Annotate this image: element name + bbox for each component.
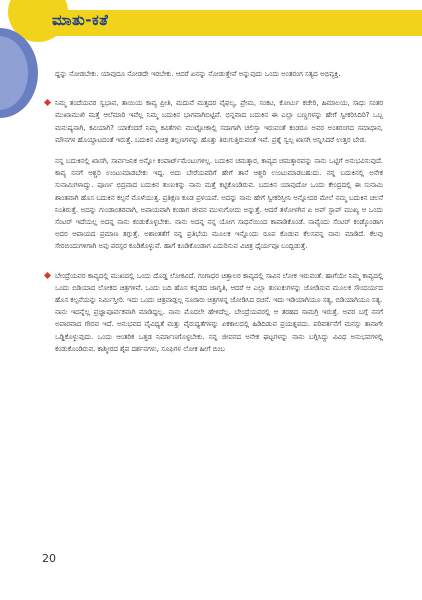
diamond-bullet-icon (44, 99, 51, 106)
intro-paragraph: ದ್ದನ್ನು ನೋಡಬೇಕು. ಯಾವುದೂ ನೋಡದೇ ಇರಬೇಕು. ಆದರೆ ಏನನ್ನು ನೋಡುತ್ತೇವೆ ಅನ್ನುವುದು ಒಂದು ಅಂತರಂಗ ಸತ್ಯದ ಅಭಿವ್ಯಕ್ತಿ. (55, 70, 341, 78)
question-section-1 (55, 97, 383, 252)
question-paragraph: ಬೇಂದ್ರೆಯವರ ಕಾವ್ಯದಲ್ಲಿ ಮುಖದಲ್ಲಿ ಒಂದು ದೊಡ್ಡ ಲೋಕವಿದೆ. ಗಂಗಾಧರ ಚಿತ್ತಾಲರ ಕಾವ್ಯದಲ್ಲಿ ಸಾವಿನ ಲೋಕ ಇರುವಂತೆ. ಹಾಗೆಯೇ ನಿಮ್ಮ ಕಾವ್ಯದಲ್ಲಿ ಒಂದು ಬಿಡಿಯಾದ ಲೋಕದ ಚಿತ್ರಗಳಿವೆ. ಒಂದು ಬದಿ ಹೊಸ ಕನ್ನಡದ ಜಾಗೃತಿ, ಆದರೆ ಆ ಎಲ್ಲಾ ತುಣುಕುಗಳನ್ನು ಜೋಡಿಸುವ ಮೂಲಕ ಸೌಂದರ್ಯದ ಹೊಸ ಕಲ್ಪನೆಯನ್ನು ನಿರ್ಮಿಸ್ತೀರಿ. ಇದು ಒಂದು ಚಿತ್ರವಾಡ್ಲಲ್ಲ ನೂರಾರು ಚಿತ್ರಗಳನ್ನ ಜೋಡಿಸಿದ ರಚನೆ. ಇದು ಇಡಿಯಾಗಿಯೂ ಸತ್ಯ, ಬಿಡಿಯಾಗಿಯೂ ಸತ್ಯ. (55, 271, 383, 305)
page-number: 20 (42, 552, 56, 565)
question-paragraph: ನಿಮ್ಮ ತಂದೆಯವರ ಸ್ವಭಾವ, ತಾಯಿಯ ಕಾವ್ಯ ಪ್ರೀತಿ, ಮದುವೆ ಮತ್ತದರ ವೈಫಲ್ಯ, ಪ್ರೇಮ, ಸಂಕಟ, ಕೋರ್ಟು ಕಚೇರಿ, ಹಿಮಾಲಯ, ಸಾಧು ಸಂತರ ಮುಖಾಮುಖಿ ಮತ್ತೆ ಆಲೆಮಾರಿ ಇವೆಲ್ಲ ನಿಮ್ಮ ಬದುಕಿನ ಭಾಗವಾಗಿಬಿಟ್ಟಿವೆ. ಭಿನ್ನವಾದ ಬದುಕಿನ ಈ ಎಲ್ಲಾ ಬಣ್ಣಗಳನ್ನು ಹೇಗೆ ಸ್ವೀಕರಿಸಿದಿರಿ? ಒಬ್ಬ ಮನುಷ್ಯನಾಗಿ, ಕವಿಯಾಗಿ? ಯಾಕೆಂದರೆ ನಿಮ್ಮ ಕವಿತೆಗಳು ಮುಟ್ಟೋಕಾಲ್ಲಿ ಸದಾಗಾಗಿ ಚಲಿಸ್ತಾ ಇರುವಂತೆ ಕಂಡರೂ ಅವರ ಅಂತರಂಗದ ಸಮಾಧಾನ, ಮೌನಗಳ ಹೊಯ್ದಾಟದಂತೆ ಇರುತ್ತೆ. ಬದುಕಿನ ವಿಚಿತ್ರ ತಲ್ಲಣಗಳನ್ನು ಹೊತ್ತು ತಿರುಗುತ್ತಿರುವಂತೆ ಇವೆ. ಪ್ರಶ್ನೆ ಸ್ವಲ್ಪ ಖಾಸಗಿ ಅನ್ನಿಸಿದರೆ ಉತ್ತರ ಬೇಡ. (55, 99, 383, 144)
diamond-bullet-icon (44, 272, 51, 279)
page-header (0, 0, 422, 38)
answer-paragraph: ನನ್ನ ಬದುಕಿನಲ್ಲಿ ಖಾಸಗಿ, ಸಾರ್ವಜನಿಕ ಅನ್ನೋ ಕಂಪಾರ್ಟ್‌ಮೆಂಟುಗಳಿಲ್ಲ. ಬದುಕಿನ ಚಮತ್ಕಾರ, ಕಾವ್ಯದ ಚಮತ್ಕಾರವನ್ನು ನಾನು ಒಟ್ಟಿಗೆ ಅನುಭವಿಸುವುದೆ. ಕಾವ್ಯ ನನಗೆ ಆಶ್ಚರಿ ಉಂಟುಮಾಡಬೇಕು ಇದ್ದ. ಅದು ಬೇರೆಯವರಿಗೆ ಹೇಗೆ ತಾನೆ ಆಶ್ಚರಿ ಉಂಟುಮಾಡಬಹುದು. ನನ್ನ ಬದುಕಿನಲ್ಲಿ ಅನೇಕ ಸುನಾಮಿಗಳಾದ್ವು. ಪೂರ್ಣ ಛಿದ್ರವಾದ ಬದುಕಿನ ತುಣುಕನ್ನು ನಾನು ಮತ್ತೆ ಕಟ್ಟಿಕೊಂಡಿರುವ. ಬದುಕಿನ ಯಾವುದೋ ಒಂದು ಕೇಂದ್ರದಲ್ಲಿ ಈ ಸುನಾಮಿ ಶಾಂತವಾಗಿ ಹೊಸ ಬದುಕಿನ ಕಲ್ಪನೆ ಮೊಳೆಯುತ್ತ. ಪ್ರತಿಕ್ಷಣ ಕೂಡ ಪ್ರಳಯವೆ. ಅದನ್ನು ನಾನು ಹೇಗೆ ಸ್ವೀಕರಿಸ್ತೀನಿ ಅನ್ನೋದರ ಮೇಲೆ ನಮ್ಮ ಬದುಕಿನ ಚಲನೆ ನಿಂತಿರುತ್ತೆ. ಅದನ್ನು ಗುಂಡಾಂತರವಾಗಿ, ಅಪಾಯವಾಗಿ ಕಂಡಾಗ ಜೀವನ ಮುಳುಗೋದು ಅನ್ನುತ್ತೆ. ಆದರೆ ತಳೋಳಗಿನ ಏ ಅಪ್ ಸ್ಟಾಪ್ ಮುಖ್ಯ ಆ ಒಂದು ಸೆಂಟರ್ ಇದೆಯಲ್ಲ ಅದನ್ನ ನಾನು ಕಂಡುಕೊಳ್ಳಬೇಕು. ನಾನು ಅದನ್ನ ನನ್ನ ಯೋಗ ಸಾಧನೆಯಿಂದ ಕಾಪಾಡಿಕೊಂಡೆ. ನಾವ್ಯೆಂದು ಸೆಂಟರ್ ಕಂಡ್ಕೊಂಡಾಗ ಅದರ ಆಪಾಯದ ಪ್ರಮಾಣ ತಗ್ಗುತ್ತೆ. ಅಶಾಂತತೆಗೆ ನನ್ನ ಪ್ರತಿಭೆಯ ಮೂಲಕ ಇನ್ನೊಂದು ರೂಪ ಕೊಡುವ ಕೆಲಸವನ್ನ ನಾನು ಮಾಡಿದೆ. ಕೆಲವು ಸೇರಬಿಂದುಗಳಿಗಾಗಿ ಅವು ಪರಸ್ಪರ ಕೂಡಿಕೊಳ್ಳುವೆ. ಹಾಗೆ ಕೂಡಿಕೊಂಡಾಗ ಎದುರಿಸುವ ವಿಚಿತ್ರ ಧೈರ್ಯವೂ ಬಂದ್ಬಿಡುತ್ತೆ. (55, 157, 383, 251)
question-section-2 (55, 270, 383, 355)
article-body (55, 68, 383, 355)
answer-paragraph: ನಾನು ಇದನ್ನೆಲ್ಲ ಪ್ರಜ್ಞಾಪೂರ್ವಕವಾಗಿ ಮಾಡಿದ್ದಲ್ಲ. ನಾನು ಮೊದಲೇ ಹೇಳಿದೆಲ್ಲ. ಬೇಂದ್ರೆಯವರಲ್ಲಿ ಆ ತರಹದ ಸಾಮಗ್ರಿ ಇರುತ್ತೆ. ಅವರ ಬಗ್ಗೆ ನನಗೆ ಅಪಾರವಾದ ಗೌರವ ಇದೆ. ಅನುಭವದ ವೈವಿಧ್ಯತೆ ಮತ್ತು ವೈರುಧ್ಯತೆಗಳನ್ನು ಏಕಕಾಲದಲ್ಲಿ ಹಿಡಿದಿಡುವ ಪ್ರಯತ್ನವದು. ಪರಿವರ್ತನೆಗೆ ಮನಸ್ಸು ತಾನಾಗೇ ಒಡ್ಡಿಕೊಳ್ಳುವುದು. ಒಂದು ಆಂತರಿಕ ಒತ್ತಡ ನಿರ್ಮಾಣಗೊಳ್ಳಬೇಕು. ನನ್ನ ಜೀವನದ ಅನೇಕ ಘಟ್ಟಗಳನ್ನು ನಾನು ಬಗ್ಗಿಸಿದ್ದು ವಿವಿಧ ಅನುಭವಗಳಲ್ಲಿ ಕಂಡುಕೊಂಡಿರುವ. ಕಾಶ್ಮೀರದ ಶೈವ ದರ್ಶನಗಳು, ಸೂಫಿಗಳ ಲೋಕ ಹೀಗೆ ಬಿಂಬ (55, 308, 383, 353)
section-title: ಮಾತು-ಕತೆ (52, 11, 109, 29)
